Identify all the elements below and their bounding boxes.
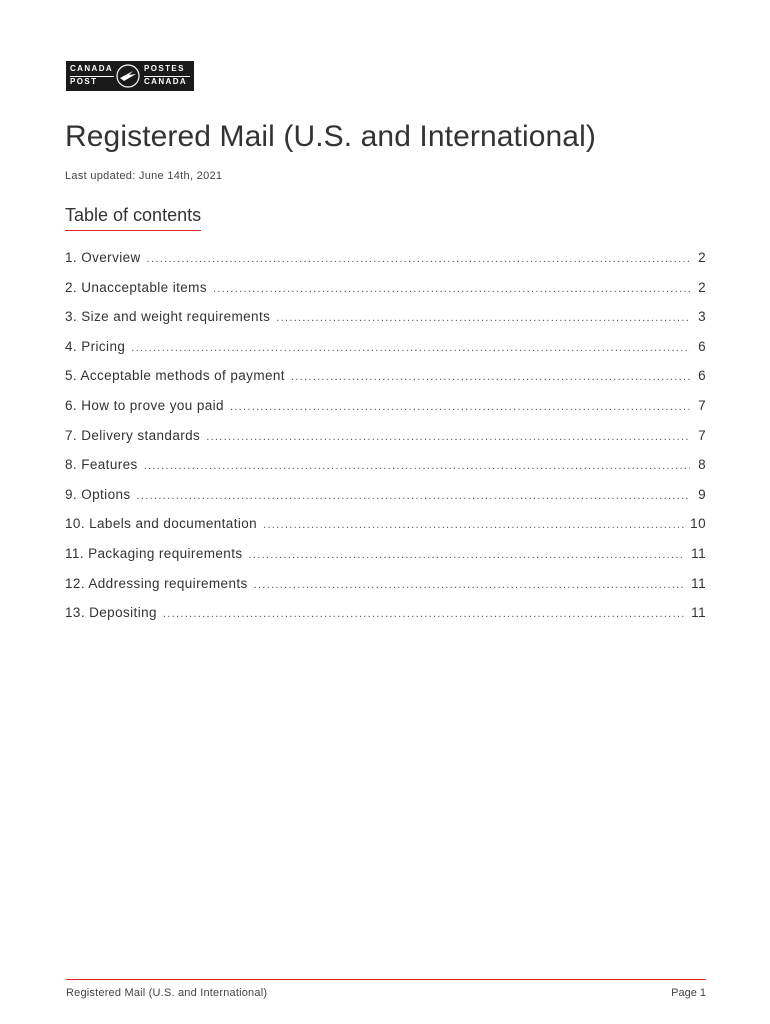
toc-dot-leader <box>147 253 690 265</box>
document-title: Registered Mail (U.S. and International) <box>65 120 596 153</box>
toc-entry-features[interactable] <box>65 457 706 487</box>
toc-entry-size-weight[interactable] <box>65 309 706 339</box>
logo-text-post: POST <box>70 77 98 86</box>
toc-entry-label: 10. Labels and documentation <box>65 516 258 532</box>
toc-entry-page: 2 <box>698 279 706 295</box>
toc-entry-label: 1. Overview <box>65 250 141 265</box>
toc-entry-label: 9. Options <box>65 486 131 502</box>
toc-entry-delivery-standards[interactable] <box>65 428 706 458</box>
toc-entry-label: 11. Packaging requirements <box>65 545 243 561</box>
toc-dot-leader <box>291 371 690 383</box>
toc-entry-unacceptable-items[interactable] <box>65 280 706 310</box>
toc-dot-leader <box>131 342 690 354</box>
toc-entry-payment-methods[interactable] <box>65 368 706 398</box>
toc-entry-page: 11 <box>691 575 706 591</box>
footer-document-title: Registered Mail (U.S. and International) <box>66 987 268 999</box>
toc-dot-leader <box>213 283 690 295</box>
canada-post-emblem-icon <box>115 63 141 89</box>
toc-entry-page: 7 <box>698 427 706 443</box>
toc-dot-leader <box>263 519 684 531</box>
toc-dot-leader <box>276 312 690 324</box>
toc-entry-label: 8. Features <box>65 457 138 473</box>
toc-entry-label: 3. Size and weight requirements <box>65 309 271 325</box>
toc-dot-leader <box>163 608 685 620</box>
toc-dot-leader <box>230 401 690 413</box>
toc-entry-page: 2 <box>698 250 706 265</box>
toc-entry-packaging[interactable] <box>65 546 706 576</box>
toc-entry-page: 6 <box>698 368 706 384</box>
toc-dot-leader <box>254 579 686 591</box>
toc-entry-label: 13. Depositing <box>65 605 157 621</box>
toc-entry-page: 7 <box>698 397 706 413</box>
toc-dot-leader <box>206 431 690 443</box>
toc-entry-page: 10 <box>690 516 706 532</box>
logo-text-postes: POSTES <box>144 64 185 73</box>
logo-text-canada-fr: CANADA <box>144 77 188 86</box>
toc-entry-page: 3 <box>698 309 706 325</box>
table-of-contents-heading: Table of contents <box>65 205 201 231</box>
table-of-contents-list <box>65 250 706 635</box>
toc-entry-prove-payment[interactable] <box>65 398 706 428</box>
toc-entry-options[interactable] <box>65 487 706 517</box>
toc-entry-label: 4. Pricing <box>65 338 126 354</box>
footer-page-number: Page 1 <box>671 987 706 999</box>
toc-entry-label: 7. Delivery standards <box>65 427 201 443</box>
footer-divider <box>66 979 706 980</box>
canada-post-logo <box>66 61 194 91</box>
toc-entry-page: 11 <box>691 545 706 561</box>
toc-entry-addressing[interactable] <box>65 576 706 606</box>
toc-entry-overview[interactable] <box>65 250 706 280</box>
toc-entry-label: 6. How to prove you paid <box>65 397 224 413</box>
logo-text-canada-en: CANADA <box>70 64 114 73</box>
toc-entry-page: 8 <box>698 457 706 473</box>
toc-entry-label: 5. Acceptable methods of payment <box>65 368 285 384</box>
last-updated-date: Last updated: June 14th, 2021 <box>65 170 223 182</box>
toc-entry-page: 6 <box>698 338 706 354</box>
toc-entry-labels-documentation[interactable] <box>65 516 706 546</box>
toc-dot-leader <box>144 460 690 472</box>
toc-entry-label: 12. Addressing requirements <box>65 575 248 591</box>
toc-entry-page: 11 <box>691 605 706 621</box>
toc-dot-leader <box>137 490 690 502</box>
toc-entry-depositing[interactable] <box>65 605 706 635</box>
toc-entry-pricing[interactable] <box>65 339 706 369</box>
toc-dot-leader <box>249 549 686 561</box>
toc-entry-label: 2. Unacceptable items <box>65 279 207 295</box>
toc-entry-page: 9 <box>698 486 706 502</box>
